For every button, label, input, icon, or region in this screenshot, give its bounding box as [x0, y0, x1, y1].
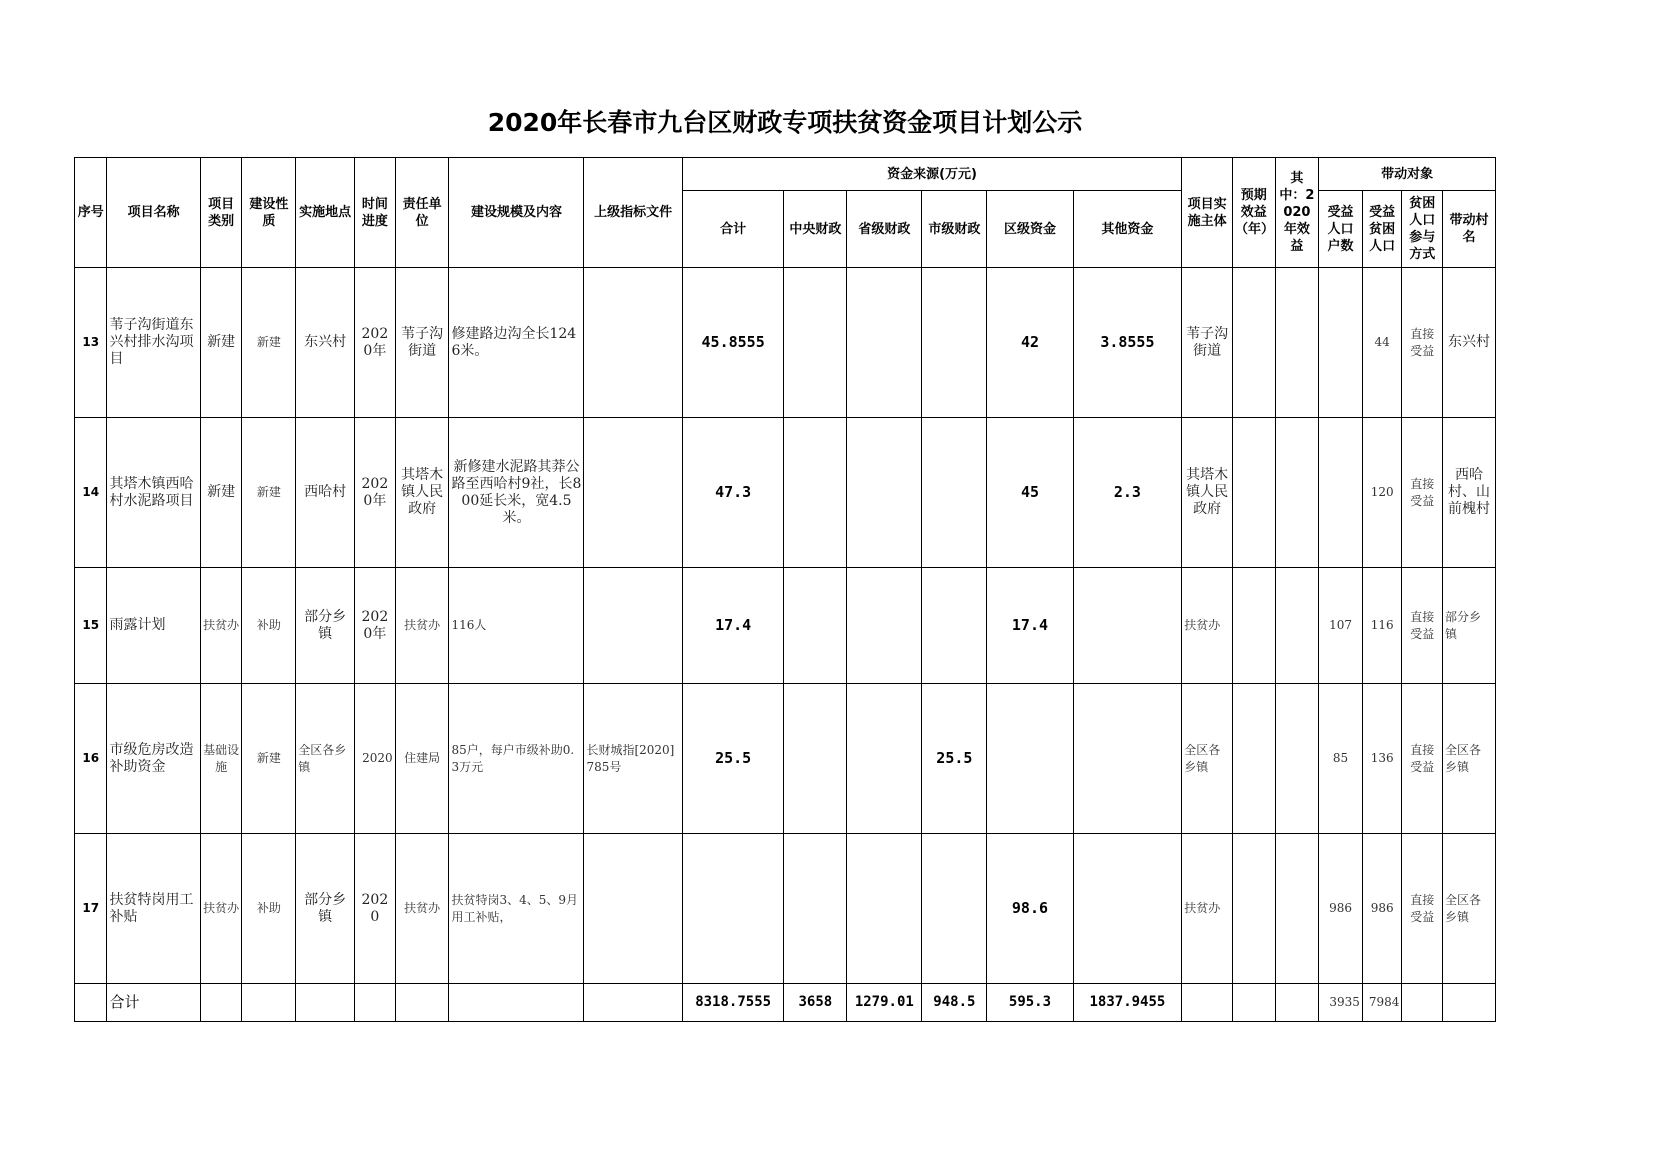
- row-content: 116人: [449, 568, 584, 684]
- totals-district: 595.3: [987, 984, 1073, 1022]
- row-expected: [1232, 684, 1275, 834]
- row-district: 45: [987, 418, 1073, 568]
- row-nature: 补助: [242, 568, 296, 684]
- row-central: [784, 418, 847, 568]
- row-category: 扶贫办: [200, 834, 242, 984]
- col-district: 区级资金: [987, 191, 1073, 268]
- row-executor: 苇子沟街道: [1182, 268, 1233, 418]
- row-households: [1319, 418, 1363, 568]
- col-city: 市级财政: [922, 191, 987, 268]
- row-benefit2020: [1275, 568, 1319, 684]
- row-executor: 扶贫办: [1182, 834, 1233, 984]
- row-seq: 15: [75, 568, 107, 684]
- row-seq: 17: [75, 834, 107, 984]
- col-funding-group: 资金来源(万元): [682, 158, 1181, 191]
- row-name: 苇子沟街道东兴村排水沟项目: [107, 268, 200, 418]
- row-villages: 全区各乡镇: [1443, 684, 1496, 834]
- totals-province: 1279.01: [847, 984, 922, 1022]
- col-province: 省级财政: [847, 191, 922, 268]
- row-poor-pop: 116: [1362, 568, 1402, 684]
- row-district: 98.6: [987, 834, 1073, 984]
- project-table: [74, 157, 1496, 1022]
- row-executor: 其塔木镇人民政府: [1182, 418, 1233, 568]
- row-province: [847, 684, 922, 834]
- row-unit: 苇子沟街道: [395, 268, 449, 418]
- row-city: 25.5: [922, 684, 987, 834]
- table-row: [75, 268, 1496, 418]
- col-households: 受益人口户数: [1319, 191, 1363, 268]
- totals-row: [75, 984, 1496, 1022]
- row-poor-pop: 120: [1362, 418, 1402, 568]
- row-expected: [1232, 568, 1275, 684]
- row-central: [784, 268, 847, 418]
- row-district: [987, 684, 1073, 834]
- row-location: 西哈村: [296, 418, 355, 568]
- table-row: [75, 568, 1496, 684]
- row-benefit2020: [1275, 684, 1319, 834]
- row-nature: 新建: [242, 268, 296, 418]
- row-other: 3.8555: [1073, 268, 1182, 418]
- row-city: [922, 568, 987, 684]
- row-total: 45.8555: [682, 268, 783, 418]
- col-location: 实施地点: [296, 158, 355, 268]
- header-row-1: [75, 158, 1496, 191]
- col-expected: 预期效益（年）: [1232, 158, 1275, 268]
- row-mode: 直接受益: [1402, 684, 1443, 834]
- col-mode: 贫困人口参与方式: [1402, 191, 1443, 268]
- col-villages: 带动村名: [1443, 191, 1496, 268]
- row-households: 85: [1319, 684, 1363, 834]
- row-villages: 全区各乡镇: [1443, 834, 1496, 984]
- table-row: [75, 834, 1496, 984]
- row-content: 扶贫特岗3、4、5、9月用工补贴，: [449, 834, 584, 984]
- row-poor-pop: 136: [1362, 684, 1402, 834]
- col-central: 中央财政: [784, 191, 847, 268]
- row-location: 部分乡镇: [296, 834, 355, 984]
- totals-label: 合计: [107, 984, 200, 1022]
- row-location: 全区各乡镇: [296, 684, 355, 834]
- totals-total: 8318.7555: [682, 984, 783, 1022]
- row-poor-pop: 44: [1362, 268, 1402, 418]
- row-central: [784, 684, 847, 834]
- col-beneficiary-group: 带动对象: [1319, 158, 1496, 191]
- row-name: 扶贫特岗用工补贴: [107, 834, 200, 984]
- row-period: 2020: [355, 684, 396, 834]
- row-category: 新建: [200, 418, 242, 568]
- col-total: 合计: [682, 191, 783, 268]
- totals-other: 1837.9455: [1073, 984, 1182, 1022]
- row-poor-pop: 986: [1362, 834, 1402, 984]
- row-villages: 部分乡镇: [1443, 568, 1496, 684]
- page-title: 2020年长春市九台区财政专项扶贫资金项目计划公示: [487, 108, 1083, 137]
- col-other: 其他资金: [1073, 191, 1182, 268]
- row-category: 扶贫办: [200, 568, 242, 684]
- row-households: 107: [1319, 568, 1363, 684]
- row-city: [922, 268, 987, 418]
- row-mode: 直接受益: [1402, 418, 1443, 568]
- row-city: [922, 834, 987, 984]
- row-expected: [1232, 268, 1275, 418]
- row-name: 雨露计划: [107, 568, 200, 684]
- row-doc: [584, 268, 682, 418]
- row-mode: 直接受益: [1402, 568, 1443, 684]
- row-nature: 新建: [242, 684, 296, 834]
- totals-central: 3658: [784, 984, 847, 1022]
- row-total: [682, 834, 783, 984]
- col-nature: 建设性质: [242, 158, 296, 268]
- col-benefit2020: 其中：2020年效益: [1275, 158, 1319, 268]
- row-doc: 长财城指[2020]785号: [584, 684, 682, 834]
- row-villages: 西哈村、山前槐村: [1443, 418, 1496, 568]
- col-executor: 项目实施主体: [1182, 158, 1233, 268]
- col-poor-pop: 受益贫困人口: [1362, 191, 1402, 268]
- row-city: [922, 418, 987, 568]
- row-province: [847, 834, 922, 984]
- row-other: 2.3: [1073, 418, 1182, 568]
- row-unit: 其塔木镇人民政府: [395, 418, 449, 568]
- col-unit: 责任单位: [395, 158, 449, 268]
- row-benefit2020: [1275, 834, 1319, 984]
- row-nature: 补助: [242, 834, 296, 984]
- row-mode: 直接受益: [1402, 268, 1443, 418]
- row-benefit2020: [1275, 268, 1319, 418]
- totals-poor-pop: 7984: [1362, 984, 1402, 1022]
- row-seq: 16: [75, 684, 107, 834]
- row-central: [784, 834, 847, 984]
- row-category: 基础设施: [200, 684, 242, 834]
- table-row: [75, 684, 1496, 834]
- row-doc: [584, 568, 682, 684]
- row-benefit2020: [1275, 418, 1319, 568]
- row-location: 部分乡镇: [296, 568, 355, 684]
- row-content: 修建路边沟全长1246米。: [449, 268, 584, 418]
- row-period: 2020年: [355, 418, 396, 568]
- row-seq: 13: [75, 268, 107, 418]
- row-district: 17.4: [987, 568, 1073, 684]
- row-content: 新修建水泥路其莽公路至西哈村9社，长800延长米，宽4.5米。: [449, 418, 584, 568]
- col-period: 时间进度: [355, 158, 396, 268]
- row-district: 42: [987, 268, 1073, 418]
- row-doc: [584, 418, 682, 568]
- row-content: 85户，每户市级补助0.3万元: [449, 684, 584, 834]
- row-name: 其塔木镇西哈村水泥路项目: [107, 418, 200, 568]
- row-total: 25.5: [682, 684, 783, 834]
- row-households: 986: [1319, 834, 1363, 984]
- col-seq: 序号: [75, 158, 107, 268]
- row-villages: 东兴村: [1443, 268, 1496, 418]
- row-period: 2020年: [355, 268, 396, 418]
- row-doc: [584, 834, 682, 984]
- row-province: [847, 568, 922, 684]
- row-nature: 新建: [242, 418, 296, 568]
- row-province: [847, 268, 922, 418]
- totals-city: 948.5: [922, 984, 987, 1022]
- totals-households: 3935: [1319, 984, 1363, 1022]
- row-households: [1319, 268, 1363, 418]
- row-location: 东兴村: [296, 268, 355, 418]
- row-central: [784, 568, 847, 684]
- col-content: 建设规模及内容: [449, 158, 584, 268]
- row-name: 市级危房改造补助资金: [107, 684, 200, 834]
- row-category: 新建: [200, 268, 242, 418]
- col-category: 项目类别: [200, 158, 242, 268]
- row-other: [1073, 568, 1182, 684]
- row-seq: 14: [75, 418, 107, 568]
- row-period: 2020: [355, 834, 396, 984]
- row-total: 17.4: [682, 568, 783, 684]
- row-other: [1073, 684, 1182, 834]
- row-executor: 全区各乡镇: [1182, 684, 1233, 834]
- col-name: 项目名称: [107, 158, 200, 268]
- row-mode: 直接受益: [1402, 834, 1443, 984]
- row-unit: 住建局: [395, 684, 449, 834]
- row-expected: [1232, 834, 1275, 984]
- table-row: [75, 418, 1496, 568]
- row-period: 2020年: [355, 568, 396, 684]
- row-expected: [1232, 418, 1275, 568]
- row-total: 47.3: [682, 418, 783, 568]
- row-unit: 扶贫办: [395, 568, 449, 684]
- row-unit: 扶贫办: [395, 834, 449, 984]
- row-province: [847, 418, 922, 568]
- row-other: [1073, 834, 1182, 984]
- col-doc: 上级指标文件: [584, 158, 682, 268]
- row-executor: 扶贫办: [1182, 568, 1233, 684]
